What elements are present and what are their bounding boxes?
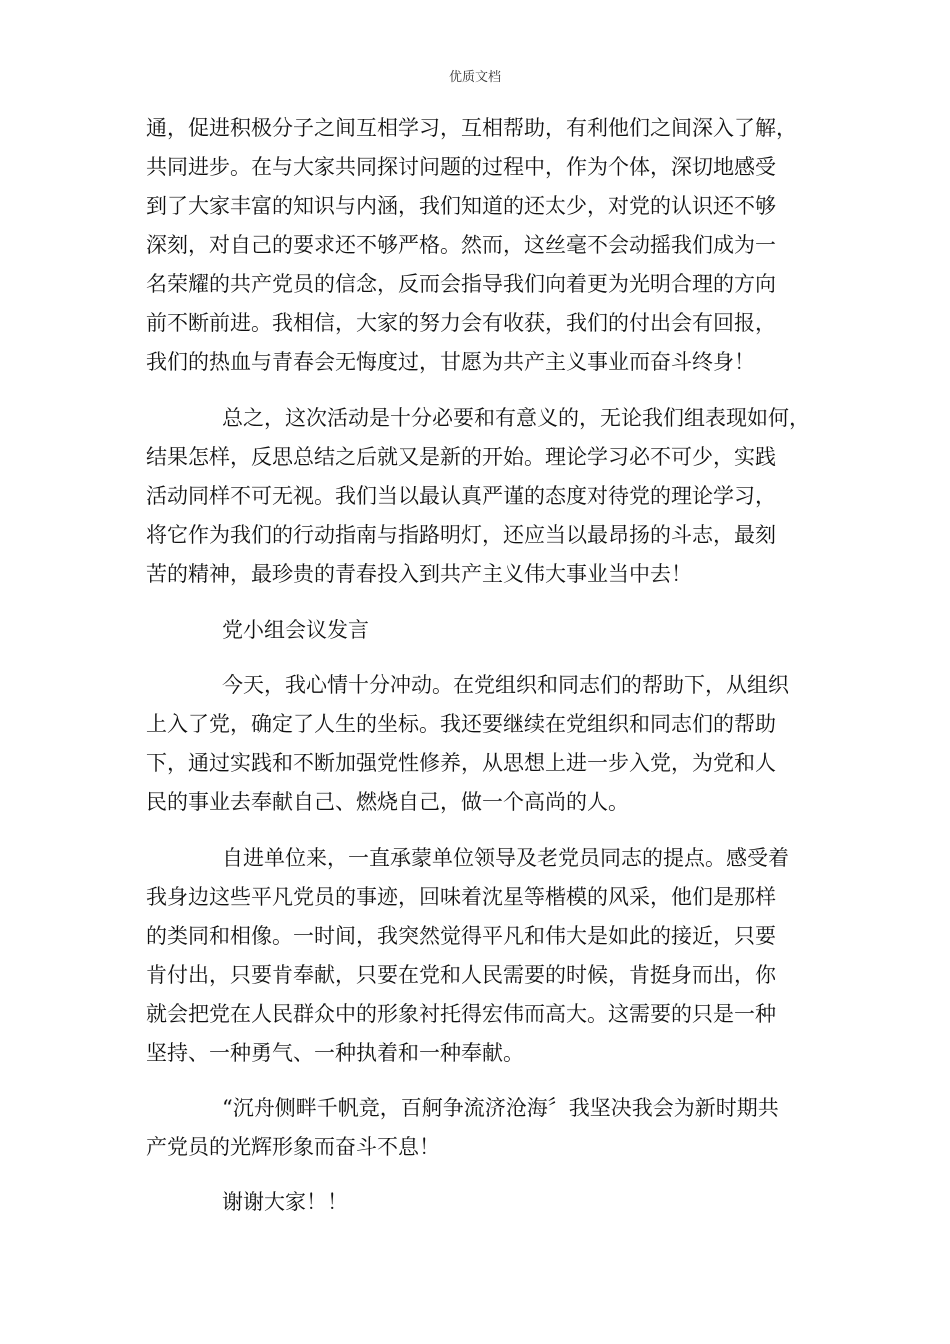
text-line: 活动同样不可无视。我们当以最认真严谨的态度对待党的理论学习， <box>146 484 776 508</box>
text-line: 民的事业去奉献自己、燃烧自己，做一个高尚的人。 <box>146 790 629 814</box>
text-line: 总之，这次活动是十分必要和有意义的，无论我们组表现如何， <box>222 406 810 430</box>
text-line: “沉舟侧畔千帆竞，百舸争流济沧海〞我坚决我会为新时期共 <box>222 1096 779 1120</box>
text-line: 的类同和相像。一时间，我突然觉得平凡和伟大是如此的接近，只要 <box>146 924 776 948</box>
text-line: 产党员的光辉形象而奋斗不息！ <box>146 1135 440 1159</box>
text-line: 我身边这些平凡党员的事迹，回味着沈星等楷模的风采，他们是那样 <box>146 885 776 909</box>
text-line: 共同进步。在与大家共同探讨问题的过程中，作为个体，深切地感受 <box>146 155 776 179</box>
text-line: 我们的热血与青春会无悔度过，甘愿为共产主义事业而奋斗终身！ <box>146 350 755 374</box>
text-line: 前不断前进。我相信，大家的努力会有收获，我们的付出会有回报， <box>146 311 776 335</box>
text-line: 将它作为我们的行动指南与指路明灯，还应当以最昂扬的斗志，最刻 <box>146 523 776 547</box>
text-line: 苦的精神，最珍贵的青春投入到共产主义伟大事业当中去！ <box>146 562 692 586</box>
text-line: 自进单位来，一直承蒙单位领导及老党员同志的提点。感受着 <box>222 846 789 870</box>
page-header: 优质文档 <box>448 70 501 85</box>
text-line: 到了大家丰富的知识与内涵，我们知道的还太少，对党的认识还不够 <box>146 194 776 218</box>
text-line: 坚持、一种勇气、一种执着和一种奉献。 <box>146 1041 524 1065</box>
text-line: 深刻，对自己的要求还不够严格。然而，这丝毫不会动摇我们成为一 <box>146 233 776 257</box>
text-line: 谢谢大家！！ <box>222 1190 348 1214</box>
text-line: 结果怎样，反思总结之后就又是新的开始。理论学习必不可少，实践 <box>146 445 776 469</box>
text-line: 上入了党，确定了人生的坐标。我还要继续在党组织和同志们的帮助 <box>146 712 776 736</box>
text-line: 名荣耀的共产党员的信念，反而会指导我们向着更为光明合理的方向 <box>146 272 776 296</box>
text-line: 就会把党在人民群众中的形象衬托得宏伟而高大。这需要的只是一种 <box>146 1002 776 1026</box>
text-line: 肯付出，只要肯奉献，只要在党和人民需要的时候，肯挺身而出，你 <box>146 963 776 987</box>
text-line: 通，促进积极分子之间互相学习，互相帮助，有利他们之间深入了解， <box>146 116 797 140</box>
text-line: 下，通过实践和不断加强党性修养，从思想上进一步入党，为党和人 <box>146 751 776 775</box>
text-line: 党小组会议发言 <box>222 618 369 642</box>
text-line: 今天，我心情十分冲动。在党组织和同志们的帮助下，从组织 <box>222 673 789 697</box>
